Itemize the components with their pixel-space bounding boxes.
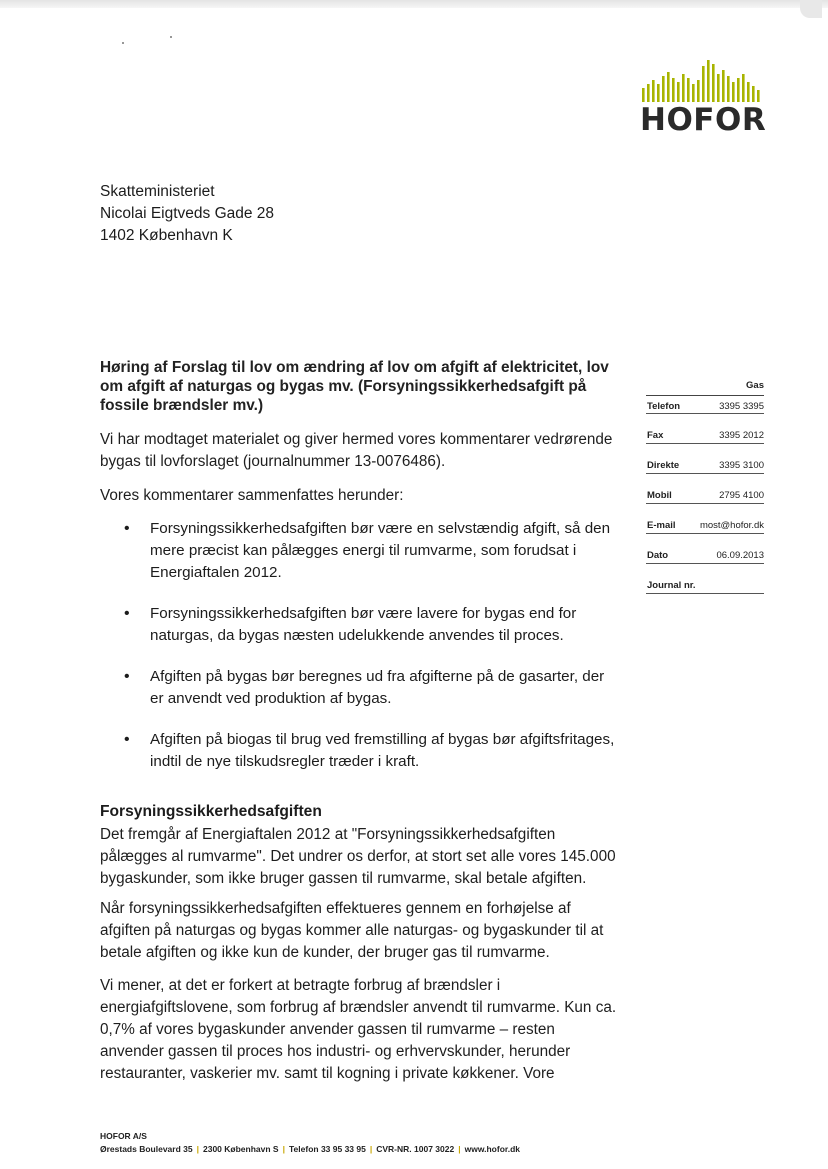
contact-label: Journal nr. <box>647 580 696 591</box>
contact-department: Gas <box>646 380 764 396</box>
contact-row <box>646 534 764 564</box>
section-paragraph: Det fremgår af Energiaftalen 2012 at "Forsyningssikkerhedsafgiften pålægges al rumvarme". Det undrer os derfor, at stort set alle vores 145.000 bygaskunder, som ikke bruger gassen til rumvarme, skal betale afgiften. <box>100 826 616 887</box>
contact-info-box <box>646 380 764 594</box>
contact-row <box>646 396 764 414</box>
footer-details <box>100 1143 520 1156</box>
list-item <box>100 666 620 710</box>
letter-footer <box>100 1130 520 1156</box>
contact-row <box>646 504 764 534</box>
bullet-text: Afgiften på bygas bør beregnes ud fra afgifterne på de gasarter, der er anvendt ved produktion af bygas. <box>150 668 605 707</box>
intro-paragraph: Vi har modtaget materialet og giver hermed vores kommentarer vedrørende bygas til lovforslaget (journalnummer 13-0076486). <box>100 431 613 470</box>
footer-web: www.hofor.dk <box>464 1144 521 1154</box>
logo-wordmark: HOFOR <box>640 102 767 138</box>
footer-separator: | <box>369 1144 373 1154</box>
contact-row <box>646 474 764 504</box>
letter-subject: Høring af Forslag til lov om ændring af lov om afgift af elektricitet, lov om afgift af naturgas og bygas mv. (Forsyningssikkerhedsafgift på fossile brændsler mv.) <box>100 359 609 414</box>
bullet-icon: • <box>124 731 130 748</box>
contact-label: E-mail <box>647 520 676 531</box>
scan-speck <box>170 36 172 38</box>
contact-label: Mobil <box>647 490 672 501</box>
contact-row <box>646 564 764 594</box>
logo-bars-graphic <box>640 58 768 102</box>
footer-city: 2300 København S <box>203 1144 279 1154</box>
bullet-text: Forsyningssikkerhedsafgiften bør være lavere for bygas end for naturgas, da bygas næsten udelukkende anvendes til proces. <box>150 605 577 644</box>
contact-value: 3395 3395 <box>719 401 764 412</box>
scan-speck <box>122 42 124 44</box>
summary-bullet-list <box>100 518 620 792</box>
list-item <box>100 729 620 773</box>
scan-top-edge <box>0 0 828 8</box>
list-item <box>100 603 620 647</box>
contact-label: Fax <box>647 430 664 441</box>
section-paragraph: Når forsyningssikkerhedsafgiften effektueres gennem en forhøjelse af afgiften på naturgas og bygas kommer alle naturgas- og bygaskunder til at betale afgiften og ikke kun de kunder, der bruger gas til rumvarme. <box>100 900 604 961</box>
section-heading: Forsyningssikkerhedsafgiften <box>100 803 322 820</box>
bullet-text: Afgiften på biogas til brug ved fremstilling af bygas bør afgiftsfritages, indtil de nye tilskudsregler træder i kraft. <box>150 731 615 770</box>
bullet-icon: • <box>124 668 130 685</box>
footer-phone: Telefon 33 95 33 95 <box>288 1144 366 1154</box>
footer-company: HOFOR A/S <box>100 1131 147 1141</box>
footer-separator: | <box>458 1144 461 1154</box>
bullet-icon: • <box>124 520 130 537</box>
recipient-city: 1402 København K <box>100 227 233 244</box>
list-item <box>100 518 620 584</box>
contact-value: 3395 3100 <box>719 460 764 471</box>
contact-label: Direkte <box>647 460 680 471</box>
footer-separator: | <box>196 1144 199 1154</box>
recipient-name: Skatteministeriet <box>100 183 215 200</box>
footer-address: Ørestads Boulevard 35 <box>100 1144 193 1154</box>
contact-row <box>646 444 764 474</box>
contact-value: 06.09.2013 <box>716 550 764 561</box>
footer-cvr: CVR-NR. 1007 3022 <box>376 1144 455 1154</box>
scan-corner-mark <box>800 0 822 18</box>
contact-value: most@hofor.dk <box>699 520 764 531</box>
recipient-address <box>100 181 274 247</box>
bullet-text: Forsyningssikkerhedsafgiften bør være en selvstændig afgift, så den mere præcist kan pålægges energi til rumvarme, som forudsat i Energiaftalen 2012. <box>150 520 611 581</box>
contact-value: 2795 4100 <box>719 490 764 501</box>
contact-value: 3395 2012 <box>719 430 764 441</box>
bullet-icon: • <box>124 605 130 622</box>
hofor-logo <box>640 58 768 138</box>
contact-row <box>646 414 764 444</box>
section-paragraph: Vi mener, at det er forkert at betragte forbrug af brændsler i energiafgiftslovene, som forbrug af brændsler anvendt til rumvarme. Kun ca. 0,7% af vores bygaskunder anvender gassen til rumvarme – resten anvender gassen til proces hos industri- og erhvervskunder, herunder restauranter, vaskerier mv. samt til kogning i private køkkener. Vore <box>100 977 617 1082</box>
contact-label: Dato <box>647 550 669 561</box>
summary-lead: Vores kommentarer sammenfattes herunder: <box>100 487 404 504</box>
footer-separator: | <box>282 1144 285 1154</box>
recipient-street: Nicolai Eigtveds Gade 28 <box>100 205 275 222</box>
contact-label: Telefon <box>647 401 681 412</box>
